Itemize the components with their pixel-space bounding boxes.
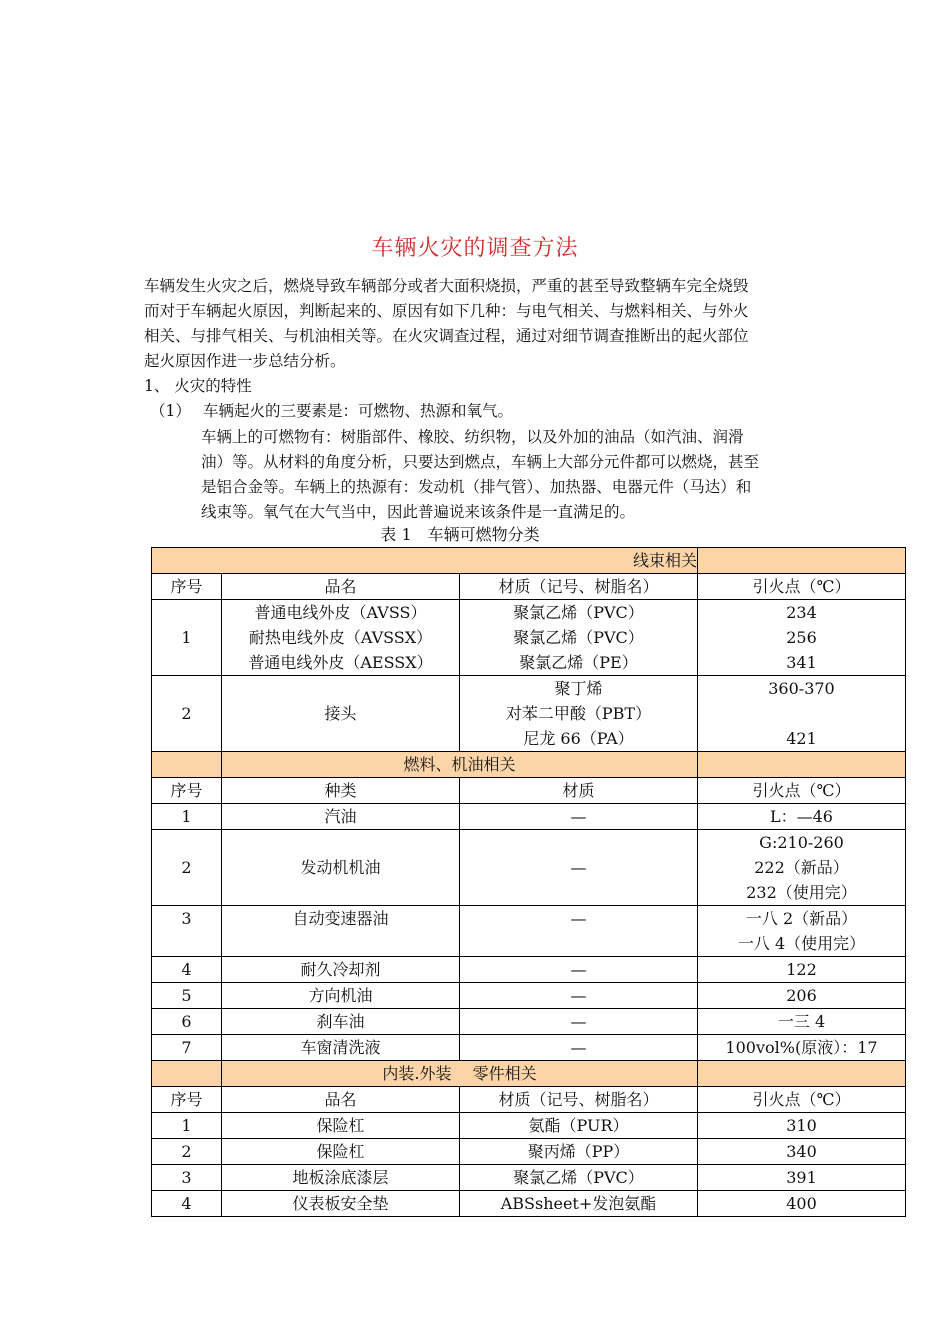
row-number: 5 xyxy=(152,983,222,1009)
ignition-point: 一八 4（使用完） xyxy=(737,934,866,953)
material: 聚丁烯 xyxy=(554,679,603,698)
section-blank xyxy=(698,752,906,778)
intro-line: 车辆发生火灾之后，燃烧导致车辆部分或者大面积烧损，严重的甚至导致整辆车完全烧毁 xyxy=(144,277,749,295)
table-row xyxy=(152,1035,906,1061)
table-row xyxy=(152,1139,906,1165)
intro-paragraph xyxy=(144,274,809,374)
column-header-row xyxy=(152,1087,906,1113)
item-name: 保险杠 xyxy=(222,1139,460,1165)
section-title: 内装.外装 零件相关 xyxy=(222,1061,698,1087)
document-title: 车辆火灾的调查方法 xyxy=(371,236,579,261)
ignition-point-cell xyxy=(698,830,906,906)
material: 氨酯（PUR） xyxy=(460,1113,698,1139)
item-name: 方向机油 xyxy=(222,983,460,1009)
intro-line: 起火原因作进一步总结分析。 xyxy=(144,352,346,370)
item-name: 耐热电线外皮（AVSSX） xyxy=(248,628,433,647)
ignition-point: 341 xyxy=(786,653,817,672)
header-cell: 引火点（℃） xyxy=(698,574,906,600)
table-row xyxy=(152,1165,906,1191)
table-row xyxy=(152,600,906,676)
item-text: 车辆起火的三要素是：可燃物、热源和氧气。 xyxy=(203,402,514,420)
section-title: 燃料、机油相关 xyxy=(222,752,698,778)
row-number: 4 xyxy=(152,1191,222,1217)
section-header-row xyxy=(152,752,906,778)
item-name: 耐久冷却剂 xyxy=(222,957,460,983)
row-number: 1 xyxy=(152,600,222,676)
material-cell xyxy=(460,676,698,752)
sub-line: 油）等。从材料的角度分析，只要达到燃点，车辆上大部分元件都可以燃烧，甚至 xyxy=(201,453,760,471)
ignition-point: 206 xyxy=(698,983,906,1009)
ignition-point: 一三 4 xyxy=(698,1009,906,1035)
material: — xyxy=(460,957,698,983)
ignition-point: 222（新品） xyxy=(754,858,849,877)
material: 尼龙 66（PA） xyxy=(523,729,634,748)
material: — xyxy=(460,1035,698,1061)
sub-line: 是铝合金等。车辆上的热源有：发动机（排气管）、加热器、电器元件（马达）和 xyxy=(201,478,752,496)
header-cell: 品名 xyxy=(222,574,460,600)
header-cell: 材质（记号、树脂名） xyxy=(460,574,698,600)
ignition-point-cell xyxy=(698,676,906,752)
header-cell: 种类 xyxy=(222,778,460,804)
section-header-row xyxy=(152,548,906,574)
ignition-point: 421 xyxy=(786,729,817,748)
material: — xyxy=(460,1009,698,1035)
row-number: 2 xyxy=(152,676,222,752)
ignition-point: 122 xyxy=(698,957,906,983)
ignition-point-cell xyxy=(698,600,906,676)
intro-line: 而对于车辆起火原因，判断起来的、原因有如下几种：与电气相关、与燃料相关、与外火 xyxy=(144,302,749,320)
table-row xyxy=(152,1191,906,1217)
row-number: 2 xyxy=(152,1139,222,1165)
ignition-point-cell xyxy=(698,906,906,957)
header-cell: 序号 xyxy=(152,778,222,804)
material: — xyxy=(460,804,698,830)
material: 聚氯乙烯（PVC） xyxy=(513,628,644,647)
intro-line: 相关、与排气相关、与机油相关等。在火灾调查过程，通过对细节调查推断出的起火部位 xyxy=(144,327,749,345)
row-number: 7 xyxy=(152,1035,222,1061)
material: 聚丙烯（PP） xyxy=(460,1139,698,1165)
item-number: （1） xyxy=(150,402,191,420)
table-row xyxy=(152,804,906,830)
section-title: 线束相关 xyxy=(152,548,698,574)
header-cell: 品名 xyxy=(222,1087,460,1113)
material: ABSsheet+发泡氨酯 xyxy=(460,1191,698,1217)
item-name: 保险杠 xyxy=(222,1113,460,1139)
ignition-point: 360-370 xyxy=(768,679,835,698)
table-row xyxy=(152,1113,906,1139)
ignition-point: 340 xyxy=(698,1139,906,1165)
material: 聚氯乙烯（PVC） xyxy=(513,603,644,622)
ignition-point: L：—46 xyxy=(698,804,906,830)
ignition-point: 232（使用完） xyxy=(746,883,857,902)
header-cell: 材质 xyxy=(460,778,698,804)
header-cell: 材质（记号、树脂名） xyxy=(460,1087,698,1113)
row-number: 2 xyxy=(152,830,222,906)
table-caption: 表 1 车辆可燃物分类 xyxy=(380,525,540,544)
item-name: 普通电线外皮（AVSS） xyxy=(254,603,427,622)
ignition-point xyxy=(698,701,905,726)
material: — xyxy=(460,830,698,906)
table-row xyxy=(152,906,906,957)
section-header-row xyxy=(152,1061,906,1087)
ignition-point: G:210-260 xyxy=(759,833,844,852)
row-number: 3 xyxy=(152,1165,222,1191)
material: 聚氯乙烯（PVC） xyxy=(460,1165,698,1191)
header-cell: 引火点（℃） xyxy=(698,778,906,804)
ignition-point: 234 xyxy=(786,603,817,622)
row-number: 1 xyxy=(152,1113,222,1139)
item-name: 接头 xyxy=(222,676,460,752)
row-number: 3 xyxy=(152,906,222,957)
table-row xyxy=(152,830,906,906)
sub-line: 线束等。氧气在大气当中，因此普遍说来该条件是一直满足的。 xyxy=(201,503,636,521)
column-header-row xyxy=(152,778,906,804)
item-name: 刹车油 xyxy=(222,1009,460,1035)
header-cell: 序号 xyxy=(152,574,222,600)
table-row xyxy=(152,1009,906,1035)
header-cell: 序号 xyxy=(152,1087,222,1113)
material: 对苯二甲酸（PBT） xyxy=(505,704,652,723)
ignition-point: 391 xyxy=(698,1165,906,1191)
row-number: 4 xyxy=(152,957,222,983)
material-cell xyxy=(460,600,698,676)
item-name: 发动机机油 xyxy=(222,830,460,906)
section-blank xyxy=(152,1061,222,1087)
section-blank xyxy=(152,752,222,778)
material: 聚氯乙烯（PE） xyxy=(519,653,638,672)
material: — xyxy=(460,983,698,1009)
ignition-point: 100vol%(原液）：17 xyxy=(698,1035,906,1061)
item-name: 自动变速器油 xyxy=(222,906,460,957)
ignition-point: 310 xyxy=(698,1113,906,1139)
item-name: 车窗清洗液 xyxy=(222,1035,460,1061)
table-row xyxy=(152,957,906,983)
ignition-point: 一八 2（新品） xyxy=(745,909,858,928)
section-blank xyxy=(698,548,906,574)
row-number: 1 xyxy=(152,804,222,830)
column-header-row xyxy=(152,574,906,600)
item-name-cell xyxy=(222,600,460,676)
item-name: 仪表板安全垫 xyxy=(222,1191,460,1217)
table-row xyxy=(152,983,906,1009)
item-name: 普通电线外皮（AESSX） xyxy=(248,653,433,672)
ignition-point: 400 xyxy=(698,1191,906,1217)
header-cell: 引火点（℃） xyxy=(698,1087,906,1113)
ignition-point: 256 xyxy=(786,628,817,647)
section-blank xyxy=(698,1061,906,1087)
sub-paragraph xyxy=(201,425,811,525)
item-name: 汽油 xyxy=(222,804,460,830)
material: — xyxy=(460,906,698,957)
table-row xyxy=(152,676,906,752)
row-number: 6 xyxy=(152,1009,222,1035)
section-heading: 1、 火灾的特性 xyxy=(144,377,252,395)
combustibles-table xyxy=(151,547,906,1217)
sub-line: 车辆上的可燃物有：树脂部件、橡胶、纺织物，以及外加的油品（如汽油、润滑 xyxy=(201,428,744,446)
item-name: 地板涂底漆层 xyxy=(222,1165,460,1191)
